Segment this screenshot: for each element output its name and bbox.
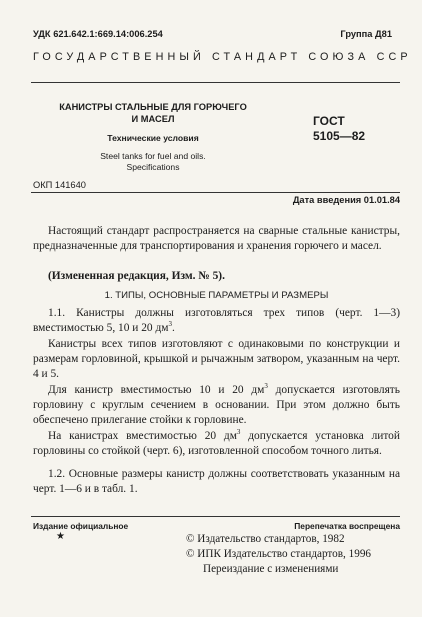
section-1-title: 1. ТИПЫ, ОСНОВНЫЕ ПАРАМЕТРЫ И РАЗМЕРЫ <box>104 290 329 301</box>
paragraph-1-1-all-types: Канистры всех типов изготовляют с одинаковыми по конструкции и размерам горловиной, крышкой и рычажным затвором, указанным на черт. 4 и 5. <box>33 338 400 380</box>
star-icon: ★ <box>56 531 65 542</box>
reissue-note: Переиздание с изменениями <box>203 563 339 575</box>
state-standard-banner: ГОСУДАРСТВЕННЫЙ СТАНДАРТ СОЮЗА ССР <box>33 51 412 63</box>
top-rule <box>31 82 400 83</box>
paragraph-1-1-neck: Для канистр вместимостью 10 и 20 $дм^3$ допускается изготовлять горловину с круглым сечением в основании. При этом должно быть обеспечено прилегание стойки к горловине. <box>33 382 400 426</box>
paragraph-1-2: 1.2. Основные размеры канистр должны соответствовать указанным на черт. 1—6 и в табл. 1. <box>33 468 400 495</box>
copyright-1996: © ИПК Издательство стандартов, 1996 <box>186 548 372 560</box>
copyright-1982: © Издательство стандартов, 1982 <box>186 533 345 545</box>
group-code: Группа Д81 <box>340 29 392 39</box>
okp-rule <box>31 192 400 193</box>
title-ru-subtitle: Технические условия <box>107 133 199 143</box>
official-edition: Издание официальное <box>33 521 129 531</box>
gost-label: ГОСТ <box>313 114 345 128</box>
okp-code: ОКП 141640 <box>33 180 86 190</box>
footer-rule <box>31 516 400 517</box>
gost-number: 5105—82 <box>313 129 366 143</box>
title-ru-line1: КАНИСТРЫ СТАЛЬНЫЕ ДЛЯ ГОРЮЧЕГО <box>59 102 247 112</box>
udk-code: УДК 621.642.1:669.14:006.254 <box>33 29 163 39</box>
paragraph-1-1-cast-neck: На канистрах вместимостью 20 $дм^3$ допускается установка литой горловины со стойкой (черт. 6), изготовленной способом точного литья. <box>33 428 400 457</box>
paragraph-1-1: 1.1. Канистры должны изготовляться трех типов (черт. 1—3) вместимостью 5, 10 и 20 $дм^3$. <box>33 307 400 334</box>
effective-date: Дата введения 01.01.84 <box>292 195 400 205</box>
intro-paragraph: Настоящий стандарт распространяется на сварные стальные канистры, предназначенные для транспортирования и хранения горючего и масел. <box>33 225 400 252</box>
title-en-line1: Steel tanks for fuel and oils. <box>100 151 206 161</box>
title-en-line2: Specifications <box>126 162 180 172</box>
revision-note: (Измененная редакция, Изм. № 5). <box>48 270 225 282</box>
title-ru-line2: И МАСЕЛ <box>131 114 175 124</box>
reprint-prohibited: Перепечатка воспрещена <box>294 521 400 531</box>
